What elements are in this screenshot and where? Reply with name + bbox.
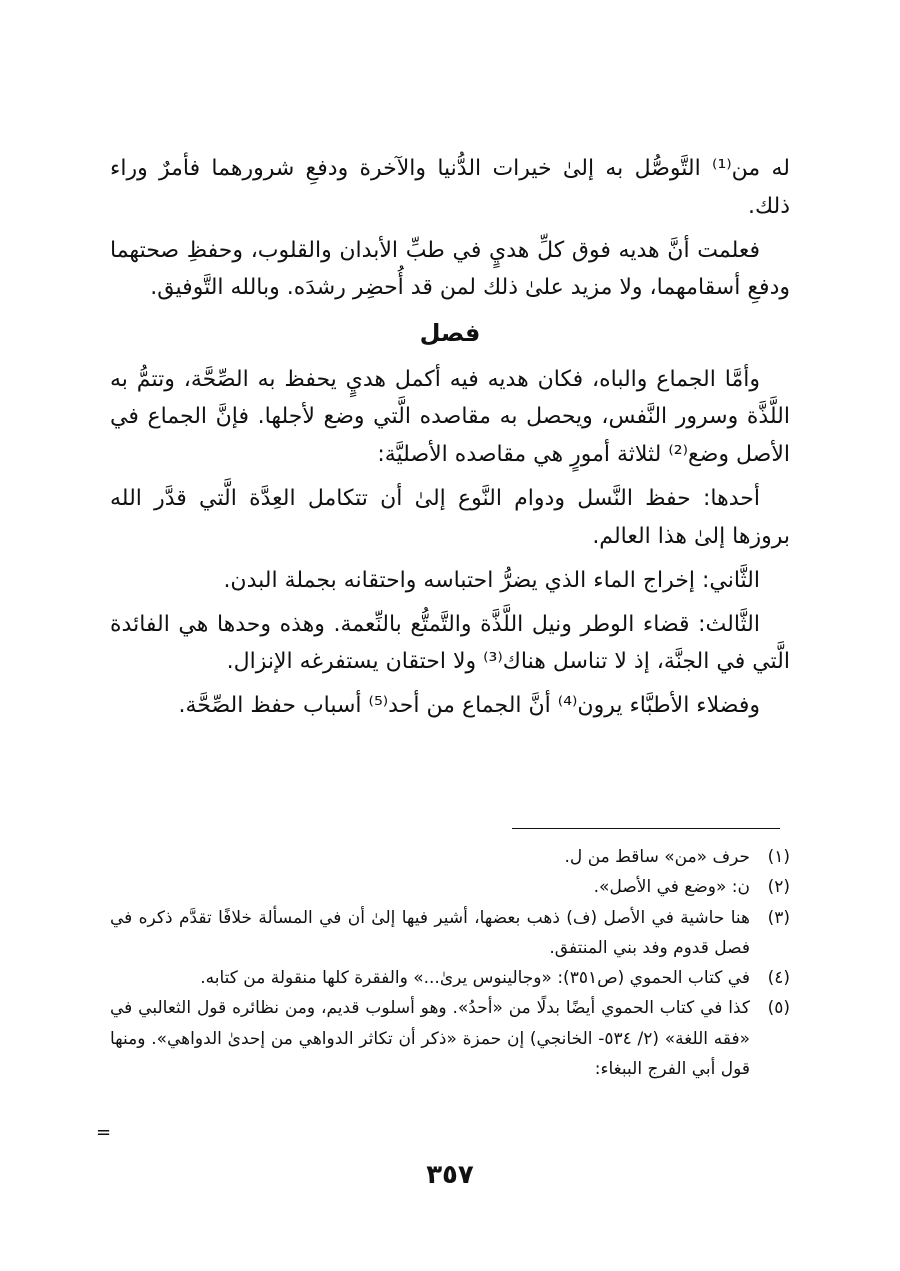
footnote-text: كذا في كتاب الحموي أيضًا بدلًا من «أحدُ». وهو أسلوب قديم، ومن نظائره قول الثعالبي في «فقه اللغة» (٢/ ٥٣٤- الخانجي) إن حمزة «ذكر أن تكاثر الدواهي من إحدىٰ الدواهي». ومنها قول أبي الفرج الببغاء: [110, 998, 751, 1079]
page-number: ٣٥٧ [426, 1160, 474, 1190]
paragraph-intercourse-intro: وأمَّا الجماع والباه، فكان هديه فيه أكمل هديٍ يحفظ به الصِّحَّة، وتتمُّ به اللَّذَّة وسرور النَّفس، ويحصل به مقاصده الَّتي وضع لأجلها. فإنَّ الجماع في الأصل وضع⁽²⁾ لثلاثة أمورٍ هي مقاصده الأصليَّة: [110, 366, 790, 468]
footnote-2 [110, 872, 790, 902]
footnote-text: ن: «وضع في الأصل». [593, 877, 750, 898]
footnote-1 [110, 842, 790, 872]
footnote-number: (١) [767, 847, 790, 867]
footnote-text: هنا حاشية في الأصل (ف) ذهب بعضها، أشير فيها إلىٰ أن في المسألة خلافًا تقدَّم ذكره في فصل قدوم وفد بني المنتفق. [110, 907, 750, 958]
main-text [110, 150, 790, 731]
paragraph-conclusion: فعلمت أنَّ هديه فوق كلِّ هديٍ في طبِّ الأبدان والقلوب، وحفظِ صحتهما ودفعِ أسقامهما، ولا مزيد علىٰ ذلك لمن قد أُحضِر رشدَه. وبالله التَّوفيق. [110, 237, 790, 301]
paragraph-physicians: وفضلاء الأطبَّاء يرون⁽⁴⁾ أنَّ الجماع من أحد⁽⁵⁾ أسباب حفظ الصِّحَّة. [178, 693, 760, 719]
paragraph-third-purpose: الثَّالث: قضاء الوطر ونيل اللَّذَّة والتَّمتُّع بالنِّعمة. وهذه وحدها هي الفائدة الَّتي في الجنَّة، إذ لا تناسل هناك⁽³⁾ ولا احتقان يستفرغه الإنزال. [110, 611, 790, 675]
footnote-5 [110, 993, 790, 1084]
footnote-divider [512, 828, 780, 829]
footnote-number: (٤) [767, 968, 790, 988]
footnote-number: (٥) [767, 998, 790, 1019]
footnote-number: (٣) [767, 907, 790, 928]
continuation-mark: = [96, 1122, 112, 1143]
footnote-4 [110, 963, 790, 993]
footnote-text: في كتاب الحموي (ص٣٥١): «وجالينوس يرىٰ...» والفقرة كلها منقولة من كتابه. [200, 968, 750, 988]
paragraph-opening: له من⁽¹⁾ التَّوصُّل به إلىٰ خيرات الدُّنيا والآخرة ودفعِ شرورهما فأمرٌ وراء ذلك. [110, 156, 790, 219]
footnote-3 [110, 903, 790, 964]
footnotes [110, 842, 790, 1084]
section-heading: فصل [419, 319, 481, 348]
paragraph-second-purpose: الثَّاني: إخراج الماء الذي يضرُّ احتباسه واحتقانه بجملة البدن. [223, 567, 760, 593]
paragraph-first-purpose: أحدها: حفظ النَّسل ودوام النَّوع إلىٰ أن تتكامل العِدَّة الَّتي قدَّر الله بروزها إلىٰ هذا العالم. [110, 486, 790, 549]
footnote-number: (٢) [767, 877, 790, 898]
footnote-text: حرف «من» ساقط من ل. [564, 847, 750, 867]
